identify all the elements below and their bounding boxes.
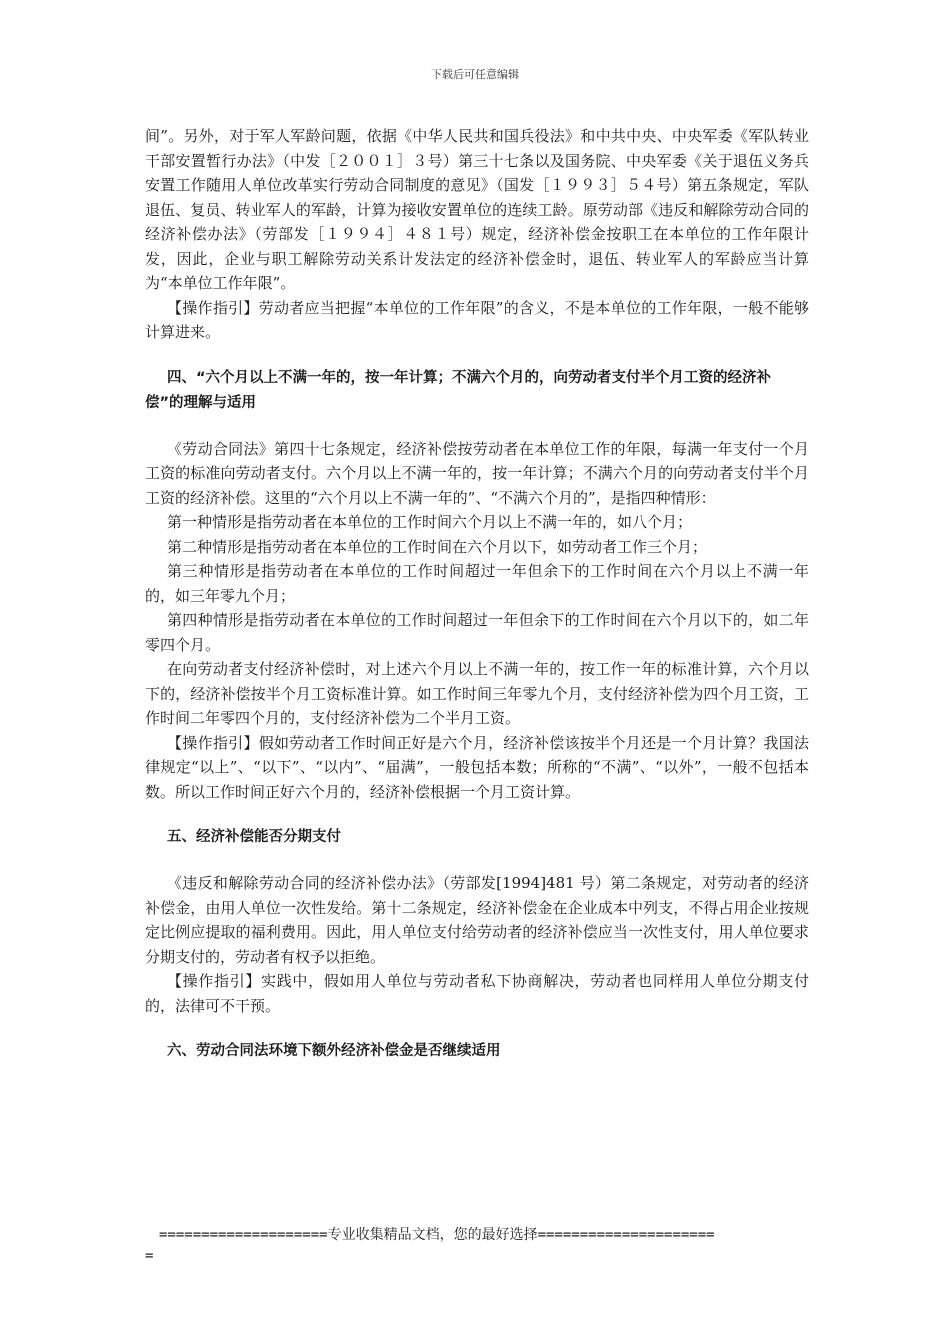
footer-rule-right: ===================== xyxy=(537,1227,715,1243)
paragraph: 《劳动合同法》第四十七条规定，经济补偿按劳动者在本单位工作的年限，每满一年支付一个月工资的标准向劳动者支付。六个月以上不满一年的，按一年计算；不满六个月的向劳动者支付半个月工资的经济补偿。这里的“六个月以上不满一年的”、“不满六个月的”，是指四种情形： xyxy=(145,439,809,507)
footer-slogan: 专业收集精品文档，您的最好选择 xyxy=(327,1227,538,1243)
paragraph: 第三种情形是指劳动者在本单位的工作时间超过一年但余下的工作时间在六个月以上不满一年的，如三年零九个月； xyxy=(145,562,809,605)
section-heading-4: 四、“六个月以上不满一年的，按一年计算；不满六个月的，向劳动者支付半个月工资的经济补偿”的理解与适用 xyxy=(145,369,772,411)
paragraph: 第一种情形是指劳动者在本单位的工作时间六个月以上不满一年的，如八个月； xyxy=(167,513,693,531)
section-heading-5: 五、经济补偿能否分期支付 xyxy=(167,829,341,845)
section-heading-6: 六、劳动合同法环境下额外经济补偿金是否继续适用 xyxy=(167,1043,501,1059)
page-footer xyxy=(145,1225,809,1267)
footer-rule-left: ==================== xyxy=(159,1227,328,1243)
paragraph: 第四种情形是指劳动者在本单位的工作时间超过一年但余下的工作时间在六个月以下的，如二年零四个月。 xyxy=(145,611,809,654)
page-header: 下载后可任意编辑 xyxy=(431,68,519,81)
paragraph: 第二种情形是指劳动者在本单位的工作时间在六个月以下，如劳动者工作三个月； xyxy=(167,537,708,556)
guidance-paragraph: 【操作指引】实践中，假如用人单位与劳动者私下协商解决，劳动者也同样用人单位分期支付的，法律可不干预。 xyxy=(145,972,809,1015)
paragraph: 间”。另外，对于军人军龄问题，依据《中华人民共和国兵役法》和中共中央、中央军委《军队转业干部安置暂行办法》（中发［２００１］３号）第三十七条以及国务院、中央军委《关于退伍义务兵安置工作随用人单位改革实行劳动合同制度的意见》（国发［１９９３］５４号）第五条规定，军队退伍、复员、转业军人的军龄，计算为接收安置单位的连续工龄。原劳动部《违反和解除劳动合同的经济补偿办法》（劳部发［１９９４］４８１号）规定，经济补偿金按职工在本单位的工作年限计发，因此，企业与职工解除劳动关系计发法定的经济补偿金时，退伍、转业军人的军龄应当计算为“本单位工作年限”。 xyxy=(145,127,809,292)
footer-rule-wrap: = xyxy=(145,1248,154,1264)
paragraph: 在向劳动者支付经济补偿时，对上述六个月以上不满一年的，按工作一年的标准计算，六个月以下的，经济补偿按半个月工资标准计算。如工作时间三年零九个月，支付经济补偿为四个月工资，工作时间二年零四个月的，支付经济补偿为二个半月工资。 xyxy=(145,660,809,727)
guidance-paragraph: 【操作指引】劳动者应当把握“本单位的工作年限”的含义，不是本单位的工作年限，一般不能够计算进来。 xyxy=(145,298,809,341)
document-body xyxy=(145,124,809,1064)
guidance-paragraph: 【操作指引】假如劳动者工作时间正好是六个月，经济补偿该按半个月还是一个月计算？我国法律规定“以上”、“以下”、“以内”、“届满”，一般包括本数；所称的“不满”、“以外”，一般不包括本数。所以工作时间正好六个月的，经济补偿根据一个月工资计算。 xyxy=(145,733,809,801)
paragraph: 《违反和解除劳动合同的经济补偿办法》（劳部发[1994]481 号）第二条规定，对劳动者的经济补偿金，由用人单位一次性发给。第十二条规定，经济补偿金在企业成本中列支，不得占用企业按规定比例应提取的福利费用。因此，用人单位支付给劳动者的经济补偿应当一次性支付，用人单位要求分期支付的，劳动者有权予以拒绝。 xyxy=(145,874,809,966)
